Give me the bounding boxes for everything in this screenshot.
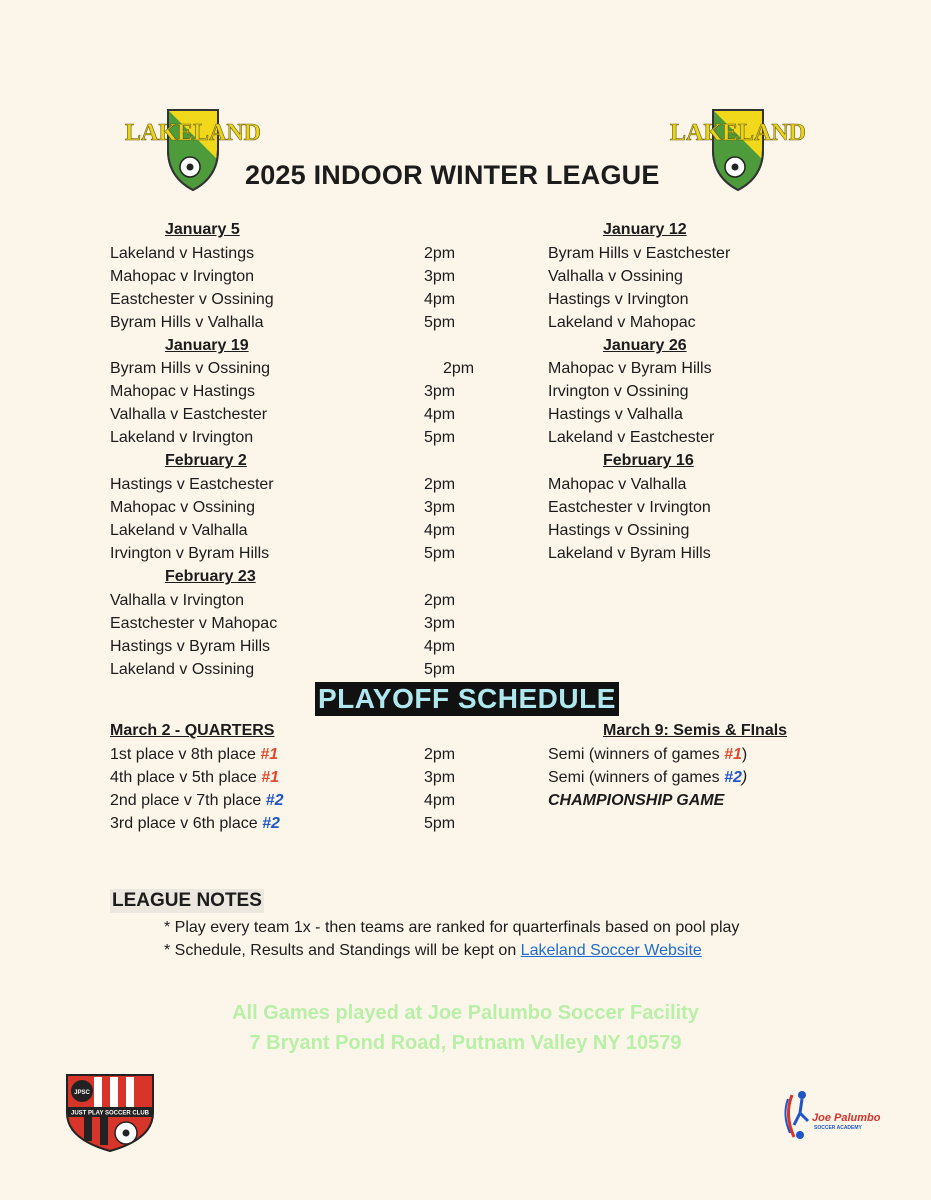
game-match: Eastchester v Irvington xyxy=(548,499,711,516)
svg-text:JPSC: JPSC xyxy=(74,1090,90,1096)
quarters-header: March 2 - QUARTERS xyxy=(110,722,275,739)
game-match: Irvington v Byram Hills xyxy=(110,545,270,562)
week-header: January 12 xyxy=(603,221,687,238)
quarter-match: 4th place v 5th place xyxy=(110,769,262,786)
quarter-game xyxy=(110,768,279,788)
svg-text:LAKELAND: LAKELAND xyxy=(124,120,262,146)
week-header: February 2 xyxy=(165,452,247,469)
finals-header: March 9: Semis & FInals xyxy=(603,722,788,739)
note-1: * Play every team 1x - then teams are ranked for quarterfinals based on pool play xyxy=(164,919,740,936)
game-match: Hastings v Valhalla xyxy=(548,406,683,423)
svg-text:Joe Palumbo: Joe Palumbo xyxy=(812,1112,881,1124)
game-time: 3pm xyxy=(424,499,456,516)
game-match: Lakeland v Hastings xyxy=(110,245,255,262)
game-tag: #2 xyxy=(265,792,284,809)
game-match: Valhalla v Irvington xyxy=(110,592,244,609)
game-tag: #1 xyxy=(260,746,279,763)
quarter-game xyxy=(110,745,278,765)
game-match: Byram Hills v Ossining xyxy=(110,360,271,377)
week-header: January 19 xyxy=(165,337,249,354)
svg-text:SOCCER ACADEMY: SOCCER ACADEMY xyxy=(814,1125,862,1131)
game-match: Lakeland v Mahopac xyxy=(548,314,696,331)
game-match: Eastchester v Ossining xyxy=(110,291,274,308)
jpsc-logo xyxy=(64,1073,156,1153)
note-2-text: * Schedule, Results and Standings will be kept on xyxy=(164,942,521,959)
facility-line-1: All Games played at Joe Palumbo Soccer Facility xyxy=(232,1002,699,1024)
game-match: Lakeland v Valhalla xyxy=(110,522,248,539)
note-2 xyxy=(164,942,702,960)
game-time: 5pm xyxy=(424,545,456,562)
game-match: Mahopac v Ossining xyxy=(110,499,255,516)
game-match: Valhalla v Ossining xyxy=(548,268,683,285)
quarter-match: 2nd place v 7th place xyxy=(110,792,266,809)
game-match: Mahopac v Byram Hills xyxy=(548,360,712,377)
lakeland-logo-left xyxy=(124,105,262,195)
joe-palumbo-logo xyxy=(780,1085,880,1145)
game-time: 2pm xyxy=(424,746,456,763)
game-time: 4pm xyxy=(424,792,456,809)
game-time: 2pm xyxy=(424,592,456,609)
svg-text:LAKELAND: LAKELAND xyxy=(669,120,807,146)
playoff-title: PLAYOFF SCHEDULE xyxy=(315,682,619,716)
week-header: February 23 xyxy=(165,568,256,585)
game-match: Lakeland v Ossining xyxy=(110,661,255,678)
game-time: 4pm xyxy=(424,291,456,308)
semi-game-1 xyxy=(548,745,747,765)
svg-text:JUST PLAY SOCCER CLUB: JUST PLAY SOCCER CLUB xyxy=(70,1110,150,1117)
game-time: 5pm xyxy=(424,429,456,446)
game-tag: #1 xyxy=(261,769,280,786)
quarter-match: 1st place v 8th place xyxy=(110,746,261,763)
semi-game-2 xyxy=(548,768,747,788)
week-header: January 26 xyxy=(603,337,687,354)
lakeland-logo-right xyxy=(669,105,807,195)
game-time: 3pm xyxy=(424,268,456,285)
game-time: 3pm xyxy=(424,769,456,786)
game-time: 3pm xyxy=(424,615,456,632)
championship-game: CHAMPIONSHIP GAME xyxy=(548,792,725,809)
quarter-game xyxy=(110,814,280,834)
game-match: Hastings v Byram Hills xyxy=(110,638,271,655)
game-time: 4pm xyxy=(424,522,456,539)
game-match: Mahopac v Irvington xyxy=(110,268,255,285)
game-time: 5pm xyxy=(424,314,456,331)
facility-line-2: 7 Bryant Pond Road, Putnam Valley NY 10579 xyxy=(249,1032,682,1054)
week-header: January 5 xyxy=(165,221,240,238)
game-time: 3pm xyxy=(424,383,456,400)
game-match: Irvington v Ossining xyxy=(548,383,689,400)
game-match: Hastings v Irvington xyxy=(548,291,689,308)
game-match: Lakeland v Eastchester xyxy=(548,429,715,446)
page-title: 2025 INDOOR WINTER LEAGUE xyxy=(245,160,660,190)
game-match: Mahopac v Hastings xyxy=(110,383,255,400)
game-time: 4pm xyxy=(424,638,456,655)
game-match: Lakeland v Irvington xyxy=(110,429,254,446)
semi-suffix: ) xyxy=(741,769,748,786)
game-time: 5pm xyxy=(424,661,456,678)
game-match: Hastings v Ossining xyxy=(548,522,690,539)
game-tag: #1 xyxy=(724,746,742,763)
quarter-game xyxy=(110,791,283,811)
game-match: Byram Hills v Valhalla xyxy=(110,314,264,331)
quarter-match: 3rd place v 6th place xyxy=(110,815,263,832)
game-time: 5pm xyxy=(424,815,456,832)
lakeland-website-link[interactable]: Lakeland Soccer Website xyxy=(520,942,702,959)
notes-header: LEAGUE NOTES xyxy=(112,890,262,911)
game-time: 2pm xyxy=(424,245,456,262)
game-match: Valhalla v Eastchester xyxy=(110,406,268,423)
week-header: February 16 xyxy=(603,452,694,469)
game-tag: #2 xyxy=(262,815,280,832)
game-match: Byram Hills v Eastchester xyxy=(548,245,731,262)
game-match: Eastchester v Mahopac xyxy=(110,615,278,632)
game-match: Lakeland v Byram Hills xyxy=(548,545,711,562)
game-match: Mahopac v Valhalla xyxy=(548,476,687,493)
semi-text: Semi (winners of games xyxy=(548,769,725,786)
semi-suffix: ) xyxy=(741,746,748,763)
game-time: 2pm xyxy=(443,360,475,377)
semi-text: Semi (winners of games xyxy=(548,746,725,763)
game-tag: #2 xyxy=(724,769,742,786)
game-match: Hastings v Eastchester xyxy=(110,476,274,493)
game-time: 4pm xyxy=(424,406,456,423)
game-time: 2pm xyxy=(424,476,456,493)
